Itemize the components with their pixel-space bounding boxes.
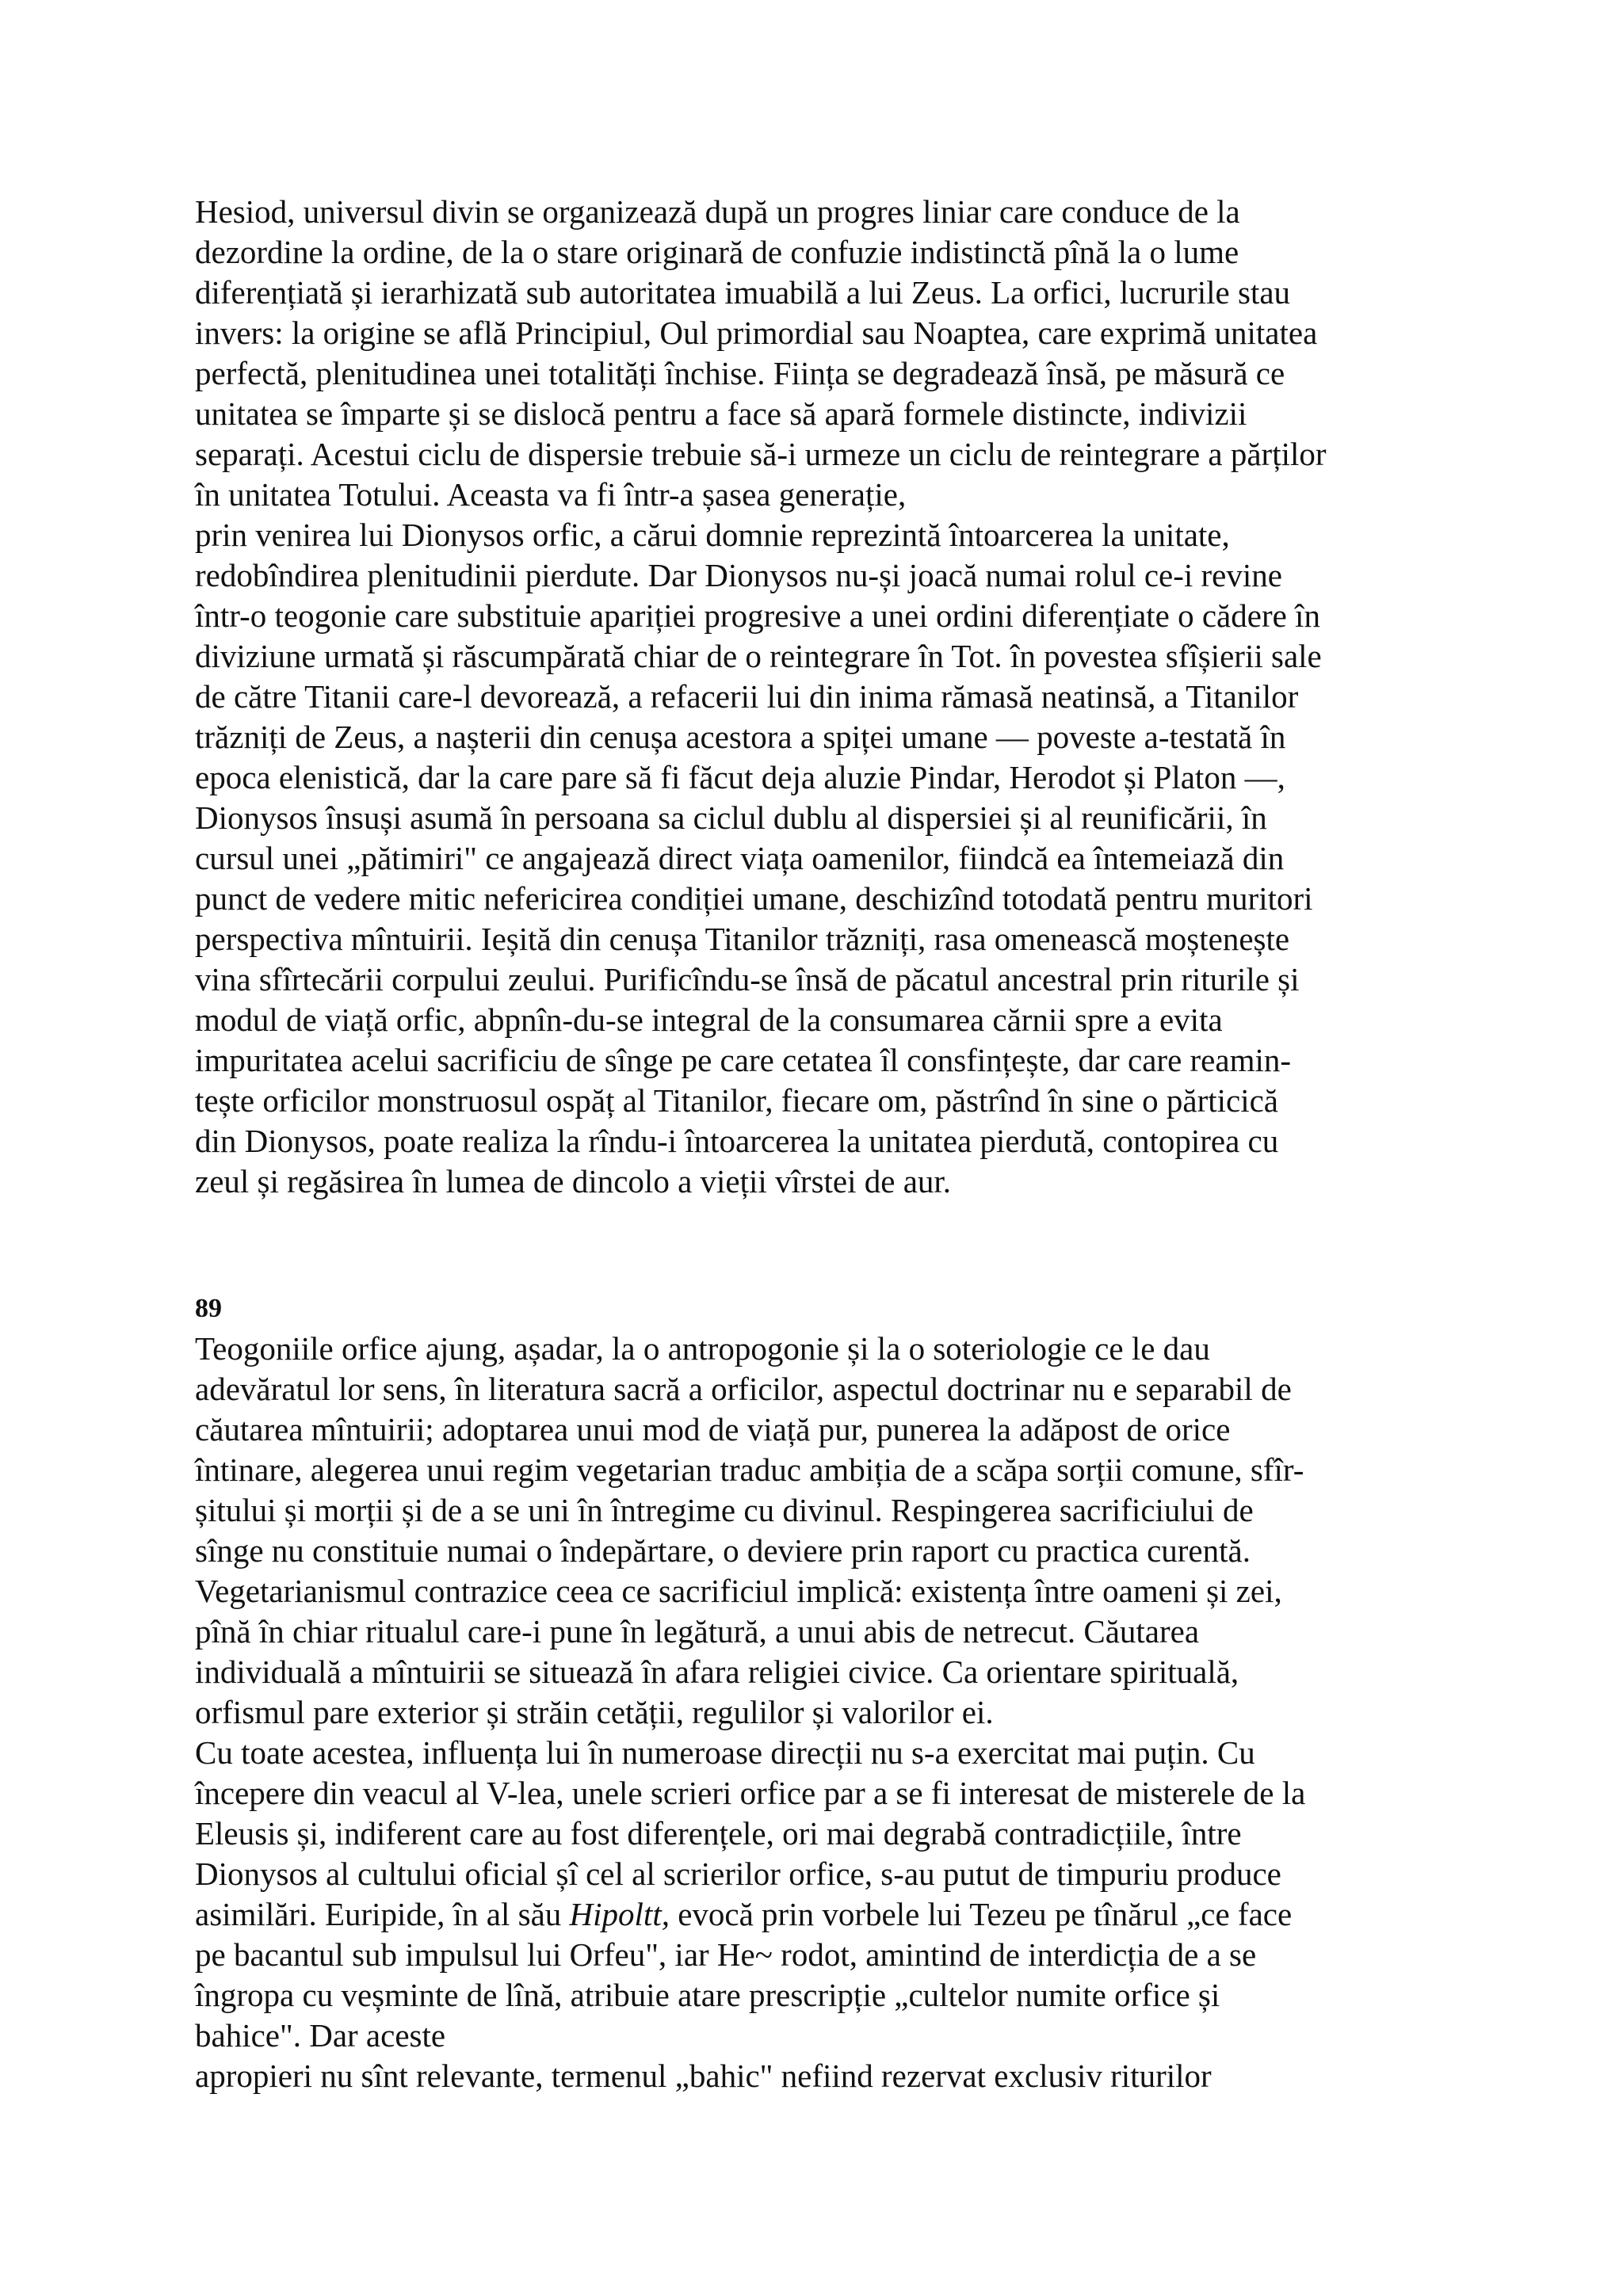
text-line: diferențiată și ierarhizată sub autoritatea imuabilă a lui Zeus. La orfici, lucrurile stau: [195, 274, 1291, 311]
text-line: zeul și regăsirea în lumea de dincolo a vieții vîrstei de aur.: [195, 1163, 952, 1199]
text-line: în unitatea Totului. Aceasta va fi într-a șasea generație,: [195, 476, 907, 513]
text-line: întinare, alegerea unui regim vegetarian traduc ambiția de a scăpa sorții comune, sfîr-: [195, 1451, 1304, 1488]
text-line: Cu toate acestea, influența lui în numeroase direcții nu s-a exercitat mai puțin. Cu: [195, 1734, 1255, 1771]
text-line: adevăratul lor sens, în literatura sacră a orficilor, aspectul doctrinar nu e separabil de: [195, 1371, 1292, 1407]
text-line: pe bacantul sub impulsul lui Orfeu", iar He~ rodot, amintind de interdicția de a se: [195, 1936, 1257, 1973]
text-line: trăzniți de Zeus, a nașterii din cenușa acestora a spiței umane — poveste a-testată în: [195, 719, 1286, 755]
text-line: Eleusis și, indiferent care au fost diferențele, ori mai degrabă contradicțiile, între: [195, 1815, 1242, 1852]
text-segment: evocă prin vorbele lui Tezeu pe tînărul „ce face: [669, 1896, 1293, 1932]
text-line: de către Titanii care-l devorează, a refacerii lui din inima rămasă neatinsă, a Titanilor: [195, 678, 1299, 715]
text-line: bahice". Dar aceste: [195, 2017, 446, 2054]
text-line: Vegetarianismul contrazice ceea ce sacrificiul implică: existența între oameni și zei,: [195, 1573, 1282, 1609]
text-line: separați. Acestui ciclu de dispersie trebuie să-i urmeze un ciclu de reintegrare a părților: [195, 436, 1327, 472]
text-line: unitatea se împarte și se dislocă pentru a face să apară formele distincte, indivizii: [195, 395, 1247, 432]
text-line: începere din veacul al V-lea, unele scrieri orfice par a se fi interesat de misterele de la: [195, 1775, 1306, 1811]
text-line: Dionysos însuși asumă în persoana sa ciclul dublu al dispersiei și al reunificării, în: [195, 799, 1267, 836]
text-line: sînge nu constituie numai o îndepărtare, o deviere prin raport cu practica curentă.: [195, 1532, 1251, 1569]
text-line: [195, 1894, 1431, 1935]
text-line: vina sfîrtecării corpului zeului. Purificîndu-se însă de păcatul ancestral prin riturile și: [195, 961, 1300, 997]
text-line: cursul unei „pătimiri" ce angajează direct viața oamenilor, fiindcă ea întemeiază din: [195, 840, 1285, 876]
text-line: dezordine la ordine, de la o stare originară de confuzie indistinctă pînă la o lume: [195, 234, 1239, 270]
text-line: Hesiod, universul divin se organizează după un progres liniar care conduce de la: [195, 193, 1240, 230]
text-segment: asimilări. Euripide, în al său: [195, 1896, 570, 1932]
italic-title: Hipoltt,: [569, 1896, 670, 1932]
text-line: redobîndirea plenitudinii pierdute. Dar Dionysos nu-și joacă numai rolul ce-i revine: [195, 557, 1282, 593]
text-line: perfectă, plenitudinea unei totalități închise. Ființa se degradează însă, pe măsură ce: [195, 355, 1285, 391]
text-line: îngropa cu veșminte de lînă, atribuie atare prescripție „cultelor numite orfice și: [195, 1977, 1220, 2013]
text-line: orfismul pare exterior și străin cetății, regulilor și valorilor ei.: [195, 1694, 994, 1730]
text-line: impuritatea acelui sacrificiu de sînge pe care cetatea îl consfințește, dar care reamin-: [195, 1042, 1292, 1078]
text-line: pînă în chiar ritualul care-i pune în legătură, a unui abis de netrecut. Căutarea: [195, 1613, 1200, 1650]
text-line: epoca elenistică, dar la care pare să fi făcut deja aluzie Pindar, Herodot și Platon —,: [195, 759, 1285, 795]
text-line: invers: la origine se află Principiul, Oul primordial sau Noaptea, care exprimă unitatea: [195, 315, 1318, 351]
text-line: punct de vedere mitic nefericirea condiției umane, deschizînd totodată pentru muritori: [195, 880, 1313, 917]
text-line: diviziune urmată și răscumpărată chiar de o reintegrare în Tot. în povestea sfîșierii sale: [195, 638, 1322, 674]
text-line: într-o teogonie care substituie apariției progresive a unei ordini diferențiate o cădere în: [195, 597, 1320, 634]
text-line: tește orficilor monstruosul ospăț al Titanilor, fiecare om, păstrînd în sine o părticică: [195, 1082, 1278, 1119]
paragraph-2: [195, 1329, 1431, 2096]
text-line: Teogoniile orfice ajung, așadar, la o antropogonie și la o soteriologie ce le dau: [195, 1330, 1210, 1367]
text-line: căutarea mîntuirii; adoptarea unui mod de viață pur, punerea la adăpost de orice: [195, 1411, 1231, 1447]
text-line: apropieri nu sînt relevante, termenul „bahic" nefiind rezervat exclusiv riturilor: [195, 2058, 1212, 2094]
text-line: din Dionysos, poate realiza la rîndu-i întoarcerea la unitatea pierdută, contopirea cu: [195, 1123, 1279, 1159]
text-line: individuală a mîntuirii se situează în afara religiei civice. Ca orientare spirituală,: [195, 1653, 1239, 1690]
text-line: modul de viață orfic, abpnîn-du-se integral de la consumarea cărnii spre a evita: [195, 1001, 1223, 1038]
text-line: Dionysos al cultului oficial șî cel al scrierilor orfice, s-au putut de timpuriu produce: [195, 1855, 1281, 1892]
page-number: 89: [195, 1294, 222, 1323]
text-line: prin venirea lui Dionysos orfic, a cărui domnie reprezintă întoarcerea la unitate,: [195, 517, 1230, 553]
text-line: șitului și morții și de a se uni în întregime cu divinul. Respingerea sacrificiului de: [195, 1492, 1254, 1528]
text-line: perspectiva mîntuirii. Ieșită din cenușa Titanilor trăzniți, rasa omenească moștenește: [195, 921, 1290, 957]
paragraph-1: [195, 192, 1431, 1202]
